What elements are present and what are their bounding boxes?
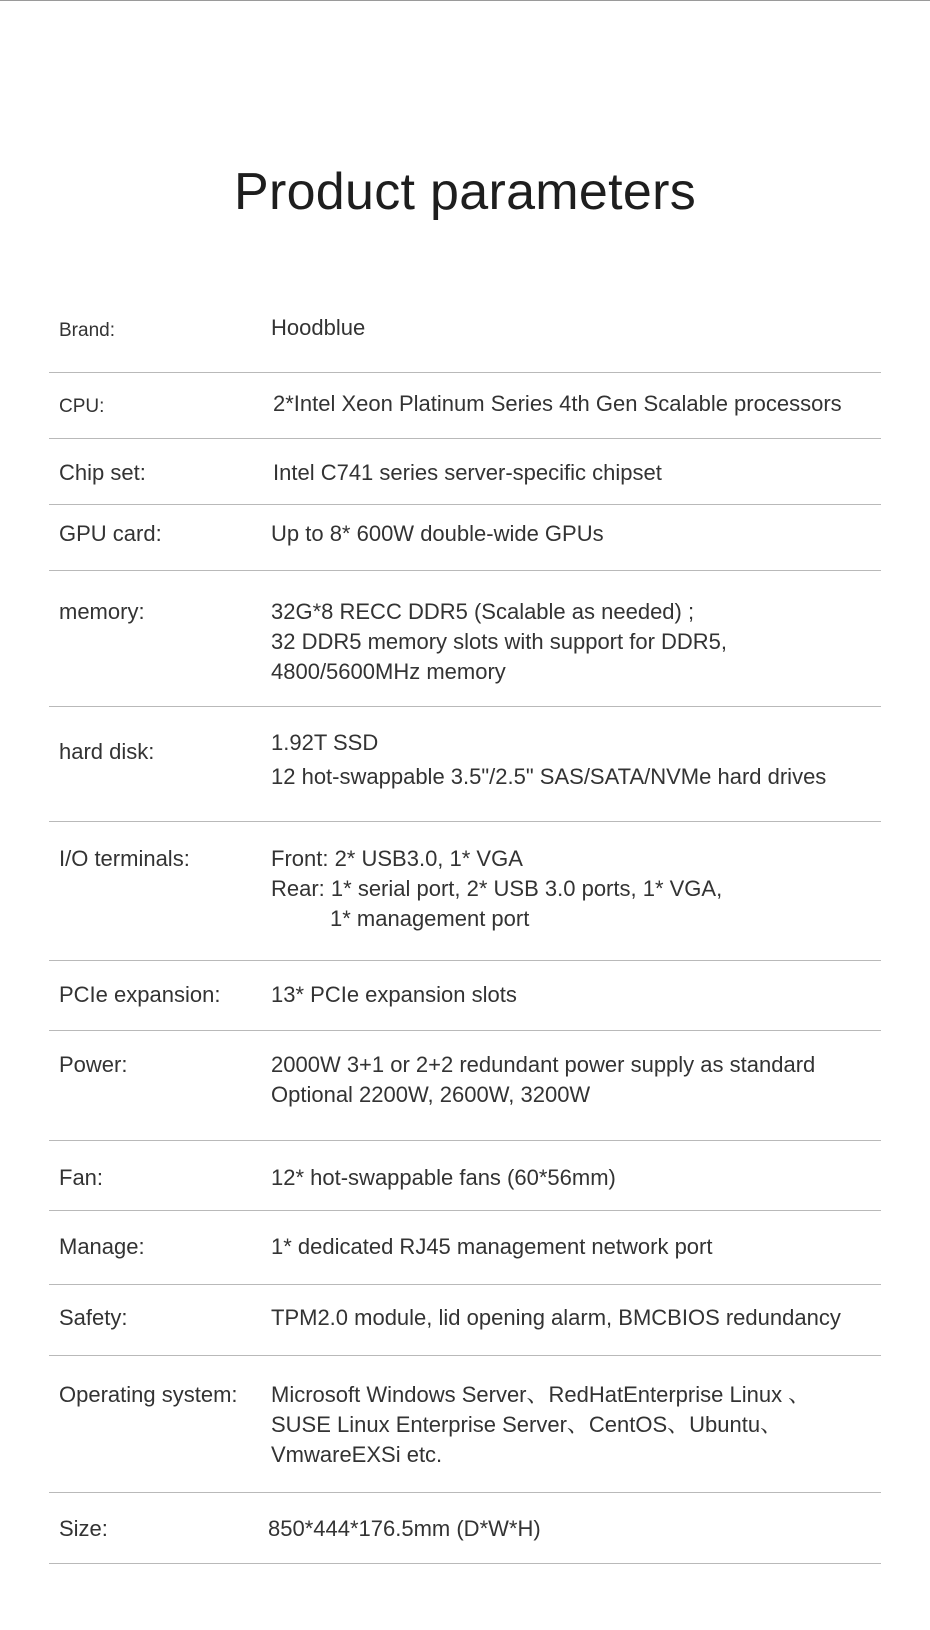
spec-value [271,980,517,1010]
spec-value-line: VmwareEXSi etc. [271,1442,443,1467]
spec-value-line: 12* hot-swappable fans (60*56mm) [271,1165,616,1190]
spec-value [271,1163,616,1193]
spec-value [271,1232,712,1262]
spec-value-line: Optional 2200W, 2600W, 3200W [271,1082,591,1107]
spec-label: Size: [59,1516,108,1541]
spec-label: Chip set: [59,460,146,485]
spec-value-line: Hoodblue [271,315,366,340]
spec-value-line: Front: 2* USB3.0, 1* VGA [271,846,523,871]
spec-value [271,728,826,792]
spec-value-line: Rear: 1* serial port, 2* USB 3.0 ports, 1* VGA, [271,876,723,901]
spec-label: I/O terminals: [59,846,190,871]
spec-label: memory: [59,599,145,624]
spec-value-line: 850*444*176.5mm (D*W*H) [268,1516,541,1541]
spec-value [271,519,604,549]
spec-value-line: SUSE Linux Enterprise Server、CentOS、Ubuntu、 [271,1412,783,1437]
spec-row-manage [49,1211,881,1285]
spec-label: Safety: [59,1305,128,1330]
spec-row-chipset [49,439,881,505]
spec-label: Power: [59,1052,128,1077]
spec-value [273,389,842,419]
spec-value-line: 13* PCIe expansion slots [271,982,517,1007]
spec-value-line: Microsoft Windows Server、RedHatEnterprise Linux 、 [271,1382,811,1407]
page-title: Product parameters [233,163,697,221]
spec-label: hard disk: [59,739,155,764]
spec-value-line: TPM2.0 module, lid opening alarm, BMCBIOS redundancy [271,1305,841,1330]
spec-row-power [49,1031,881,1141]
spec-value-line: 1.92T SSD [271,730,379,755]
spec-row-size [49,1493,881,1564]
spec-value [271,1380,810,1470]
spec-value [268,1514,541,1544]
spec-row-cpu [49,373,881,439]
spec-value-line: Intel C741 series server-specific chipset [273,460,662,485]
spec-row-safety [49,1285,881,1356]
spec-value-line: 32 DDR5 memory slots with support for DDR5, [271,629,728,654]
spec-row-brand [49,305,881,373]
spec-value-line: Up to 8* 600W double-wide GPUs [271,521,604,546]
spec-value [271,597,727,687]
spec-value-line: 4800/5600MHz memory [271,659,506,684]
spec-row-pcie-expansion [49,961,881,1031]
spec-label: GPU card: [59,521,162,546]
spec-value-line: 1* management port [330,906,530,931]
spec-value [271,313,365,343]
spec-row-io-terminals [49,822,881,961]
spec-value-line: 2*Intel Xeon Platinum Series 4th Gen Scalable processors [273,391,842,416]
spec-row-fan [49,1141,881,1211]
spec-table [49,305,881,1564]
spec-label: PCIe expansion: [59,982,221,1007]
spec-value [271,844,722,934]
spec-row-operating-system [49,1356,881,1493]
spec-value [273,458,662,488]
spec-label: Brand: [59,320,115,341]
spec-value-line: 32G*8 RECC DDR5 (Scalable as needed) ; [271,599,695,624]
spec-value-line: 1* dedicated RJ45 management network port [271,1234,713,1259]
spec-value [271,1303,841,1333]
spec-value [271,1050,815,1110]
spec-label: CPU: [59,396,105,417]
spec-row-hard-disk [49,707,881,822]
spec-row-memory [49,571,881,707]
spec-value-line: 12 hot-swappable 3.5"/2.5" SAS/SATA/NVMe hard drives [271,764,827,789]
spec-row-gpu [49,505,881,571]
spec-value-line: 2000W 3+1 or 2+2 redundant power supply as standard [271,1052,816,1077]
spec-label: Fan: [59,1165,104,1190]
spec-label: Operating system: [59,1382,238,1407]
spec-label: Manage: [59,1234,145,1259]
top-divider [0,0,930,1]
